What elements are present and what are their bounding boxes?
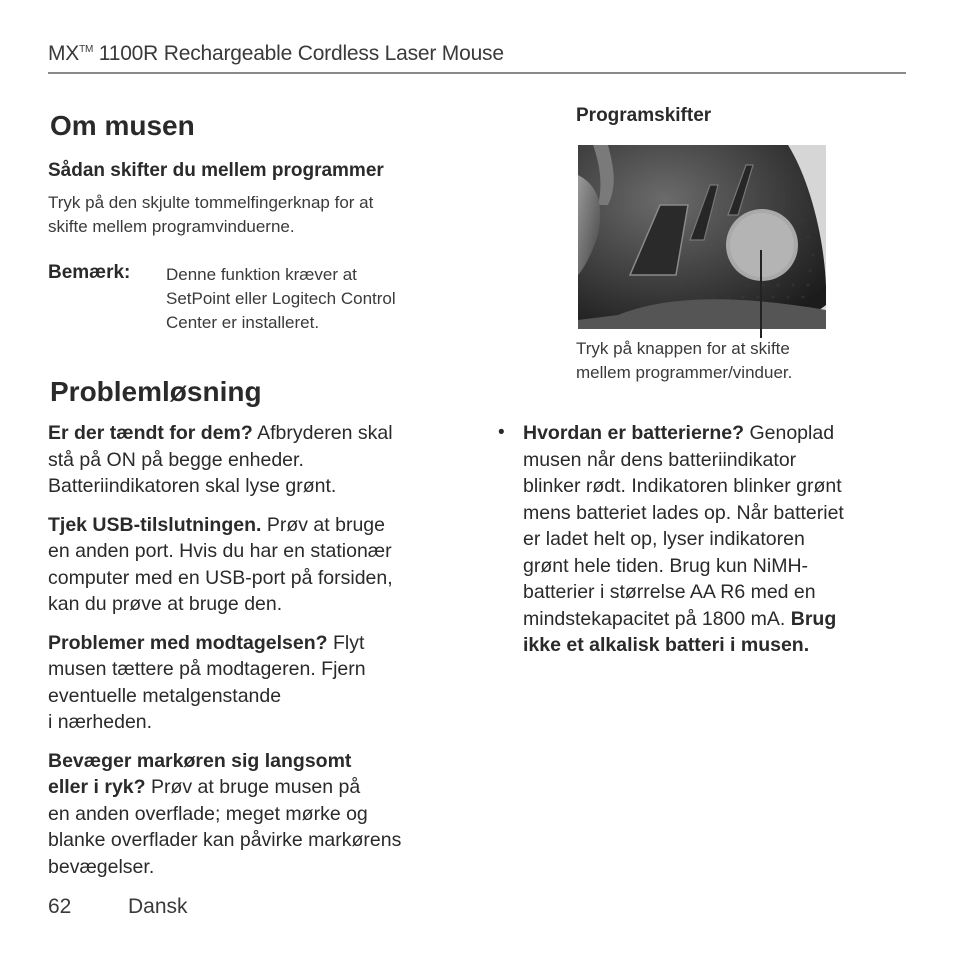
troubleshooting-list [48, 420, 468, 892]
mouse-illustration [578, 145, 826, 329]
figure-heading: Programskifter [576, 105, 712, 126]
troubleshoot-item-usb: Tjek USB-tilslutningen. Prøv at bruge en anden port. Hvis du har en stationær computer med en USB-port på forsiden, kan du prøve at bruge den. [48, 513, 393, 615]
note-label: Bemærk: [48, 262, 131, 283]
bullet-marker: • [498, 422, 505, 443]
footer-language: Dansk [128, 895, 188, 918]
subheading-switch-programs: Sådan skifter du mellem programmer [48, 160, 384, 181]
troubleshoot-item-reception: Problemer med modtagelsen? Flyt musen tættere på modtageren. Fjern eventuelle metalgenstande i nærheden. [48, 631, 366, 733]
callout-line [760, 250, 762, 338]
intro-text: Tryk på den skjulte tommelfingerknap for at skifte mellem programvinduerne. [48, 193, 374, 236]
document-title: MX™ 1100R Rechargeable Cordless Laser Mouse [48, 42, 504, 65]
page-number: 62 [48, 895, 72, 918]
header-divider [48, 72, 906, 74]
troubleshoot-item-cursor: Bevæger markøren sig langsomt eller i ryk? Prøv at bruge musen på en anden overflade; meget mørke og blanke overflader kan påvirke markørens bevægelser. [48, 749, 402, 878]
figure-caption: Tryk på knappen for at skifte mellem programmer/vinduer. [576, 339, 793, 382]
mouse-photo [578, 145, 826, 329]
battery-item: Hvordan er batterierne? Genoplad musen når dens batteriindikator blinker rødt. Indikatoren blinker grønt mens batteriet lades op. Når batteriet er ladet helt op, lyser indikatoren grønt hele tiden. Brug kun NiMH- batterier i størrelse AA R6 med en mindstekapacitet på 1800 mA. Brug ikke et alkalisk batteri i musen. [523, 422, 844, 656]
section-heading-problemlosning: Problemløsning [50, 376, 262, 407]
note-text: Denne funktion kræver at SetPoint eller Logitech Control Center er installeret. [166, 265, 396, 332]
troubleshoot-item-power: Er der tændt for dem? Afbryderen skal stå på ON på begge enheder. Batteriindikatoren skal lyse grønt. [48, 422, 393, 497]
section-heading-om-musen: Om musen [50, 110, 195, 141]
